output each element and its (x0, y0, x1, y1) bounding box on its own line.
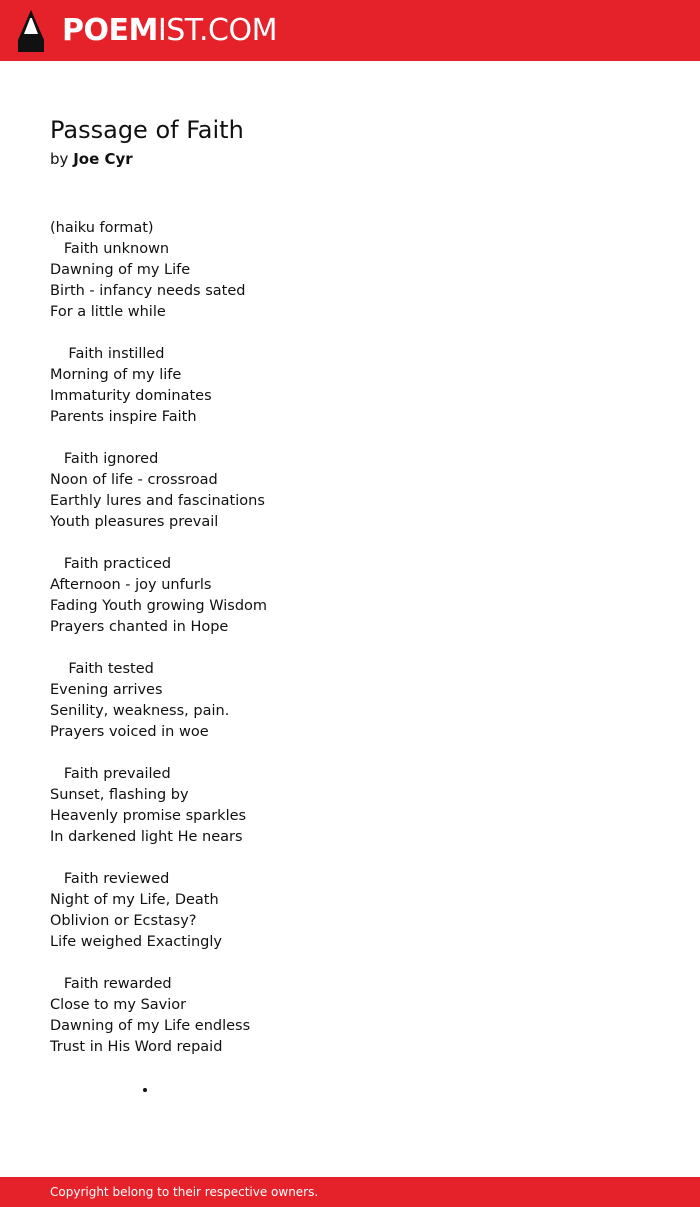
author-name: Joe Cyr (73, 150, 133, 168)
copyright-text: Copyright belong to their respective owners. (50, 1185, 319, 1199)
poem-line: Faith practiced (50, 556, 172, 572)
poem-line: Faith instilled (50, 346, 165, 362)
poem-line: Dawning of my Life (50, 262, 191, 278)
poem-line: Morning of my life (50, 367, 182, 383)
poem-line: Close to my Savior (50, 997, 187, 1013)
logo-bold-text: POEM (62, 13, 158, 48)
poem-line: Afternoon - joy unfurls (50, 577, 212, 593)
stanza-break (50, 323, 650, 344)
poem-line: Prayers voiced in woe (50, 724, 209, 740)
poem-line: Trust in His Word repaid (50, 1039, 223, 1055)
poem-line: In darkened light He nears (50, 829, 243, 845)
stanza-break (50, 743, 650, 764)
poem-line: Oblivion or Ecstasy? (50, 913, 197, 929)
poem-line: Life weighed Exactingly (50, 934, 222, 950)
poem-line: Faith ignored (50, 451, 159, 467)
poem-line: Parents inspire Faith (50, 409, 197, 425)
site-logo[interactable] (62, 13, 277, 49)
bullet-dot (143, 1088, 147, 1092)
poem-line: Noon of life - crossroad (50, 472, 218, 488)
stanza-break (50, 848, 650, 869)
stanza-break (50, 953, 650, 974)
poem-line: Senility, weakness, pain. (50, 703, 230, 719)
stanza-break (50, 533, 650, 554)
poem-line: Faith tested (50, 661, 154, 677)
byline (50, 148, 133, 170)
stanza-break (50, 638, 650, 659)
poem-line: Faith rewarded (50, 976, 172, 992)
poem-line: Birth - infancy needs sated (50, 283, 246, 299)
poem-body (50, 218, 650, 1058)
poem-line: Earthly lures and fascinations (50, 493, 265, 509)
poem-line: Faith unknown (50, 241, 170, 257)
poem-title: Passage of Faith (50, 116, 244, 144)
poem-line: Youth pleasures prevail (50, 514, 219, 530)
poem-line: Fading Youth growing Wisdom (50, 598, 268, 614)
poem-line: Heavenly promise sparkles (50, 808, 247, 824)
poem-line: Immaturity dominates (50, 388, 212, 404)
stanza-break (50, 428, 650, 449)
poem-line: For a little while (50, 304, 166, 320)
poem-line: Sunset, flashing by (50, 787, 189, 803)
poem-line: Night of my Life, Death (50, 892, 219, 908)
site-header (0, 0, 700, 61)
poem-line: (haiku format) (50, 220, 154, 236)
poem-line: Dawning of my Life endless (50, 1018, 251, 1034)
poem-line: Faith reviewed (50, 871, 170, 887)
poem-line: Faith prevailed (50, 766, 171, 782)
by-label: by (50, 150, 69, 168)
pencil-tip-icon[interactable] (18, 10, 44, 52)
logo-thin-text: IST.COM (157, 13, 277, 48)
poem-line: Prayers chanted in Hope (50, 619, 229, 635)
site-footer (0, 1177, 700, 1207)
poem-line: Evening arrives (50, 682, 163, 698)
